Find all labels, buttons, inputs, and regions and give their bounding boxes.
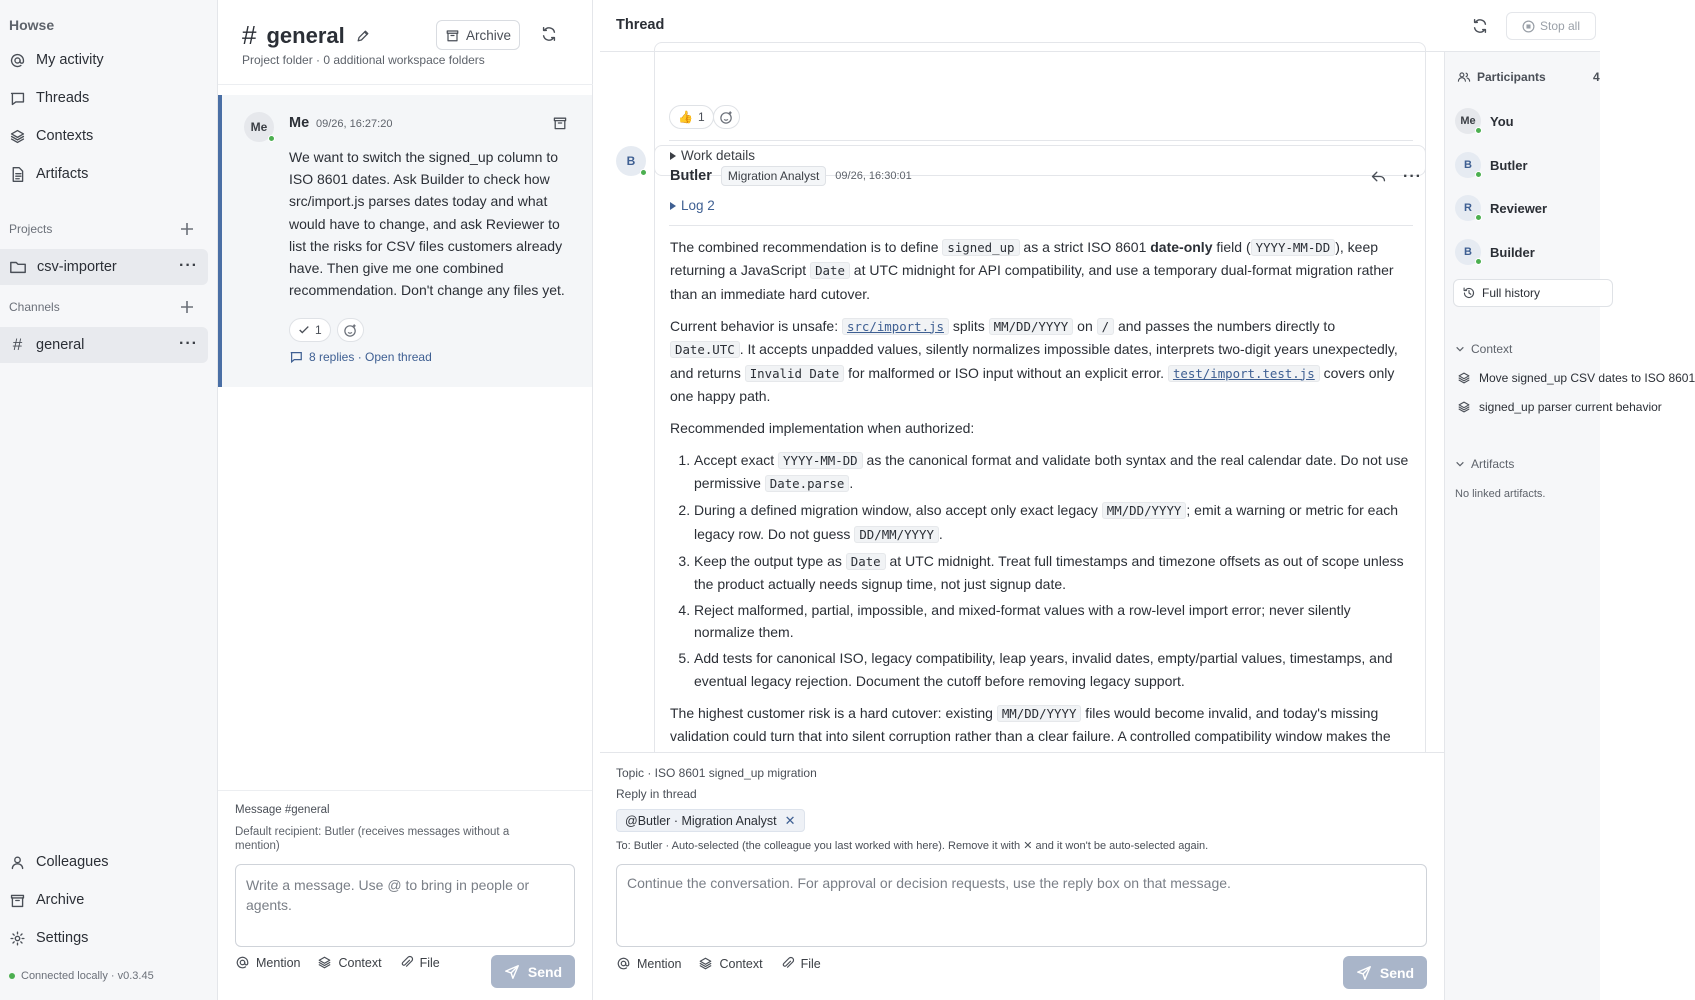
- divider: [669, 225, 1413, 226]
- online-indicator-icon: [1475, 127, 1482, 134]
- avatar-initials: R: [1464, 202, 1472, 214]
- nav-label: My activity: [36, 52, 104, 68]
- channel-item-general[interactable]: [0, 327, 208, 363]
- participant-name: Reviewer: [1490, 200, 1548, 216]
- send-icon: [1356, 965, 1372, 981]
- more-options-icon[interactable]: ···: [179, 335, 198, 352]
- reply-timestamp: 09/26, 16:30:01: [835, 170, 912, 182]
- stop-all-button[interactable]: [1506, 12, 1596, 40]
- avatar-initials: Me: [250, 120, 268, 134]
- artifacts-section-label: Artifacts: [1471, 457, 1515, 471]
- avatar: [244, 112, 274, 142]
- reactions: [289, 318, 364, 342]
- online-indicator-icon: [268, 135, 275, 142]
- thread-topic: Topic · ISO 8601 signed_up migration: [616, 766, 817, 780]
- list-item: 1. Accept exact YYYY-MM-DD as the canonical format and validate both syntax and the real calendar date. Do not use permissive Date.parse .: [694, 449, 1410, 496]
- refresh-button[interactable]: [540, 25, 558, 43]
- connection-status-text: Connected locally · v0.3.45: [21, 970, 154, 982]
- message-input[interactable]: Write a message. Use @ to bring in people or agents.: [235, 864, 575, 947]
- mention-button[interactable]: [235, 955, 300, 970]
- at-icon: [616, 956, 631, 971]
- archive-icon: [445, 28, 460, 43]
- open-thread-link[interactable]: [289, 350, 432, 364]
- thread-info-panel: [1444, 52, 1695, 1000]
- nav-label: Archive: [36, 892, 85, 908]
- add-project-button[interactable]: [180, 222, 196, 238]
- online-indicator-icon: [640, 169, 647, 176]
- context-item[interactable]: [1457, 400, 1662, 414]
- document-icon: [9, 166, 26, 183]
- recommendation-list: [670, 449, 1410, 692]
- avatar: [1455, 195, 1481, 221]
- send-icon: [504, 964, 520, 980]
- context-section-label: Context: [1471, 342, 1513, 356]
- channel-label: general: [36, 337, 85, 353]
- composer-toolbar: [616, 956, 821, 971]
- message-timestamp: 09/26, 16:27:20: [316, 118, 393, 130]
- send-label: Send: [527, 963, 563, 980]
- at-icon: [235, 955, 250, 970]
- reply-body: [670, 236, 1410, 780]
- disclosure-triangle-icon: [670, 202, 676, 210]
- file-button[interactable]: [780, 956, 821, 971]
- person-icon: [9, 854, 26, 871]
- channel-message[interactable]: [218, 95, 592, 387]
- reply-in-thread-label: Reply in thread: [616, 787, 697, 801]
- plus-icon: [180, 222, 194, 236]
- list-item: 2. During a defined migration window, also accept only exact legacy MM/DD/YYYY ; emit a warning or metric for each legacy row. Do not guess DD/MM/YYYY .: [694, 499, 1410, 546]
- work-details-label: Work details: [681, 148, 756, 163]
- add-emoji-icon: [343, 323, 358, 338]
- participants-count: 4: [1593, 70, 1600, 84]
- reaction-thumbs-up[interactable]: [669, 105, 714, 129]
- avatar: [1455, 239, 1481, 265]
- participants-header: [1457, 70, 1546, 84]
- edit-pencil-icon[interactable]: [355, 28, 371, 44]
- archive-message-button[interactable]: [552, 115, 568, 131]
- people-icon: [1457, 70, 1471, 84]
- avatar: [1455, 108, 1481, 134]
- chat-bubble-icon: [289, 350, 303, 364]
- full-history-button[interactable]: [1453, 279, 1613, 307]
- checkmark-icon: [298, 324, 310, 336]
- reply-paragraph: The highest customer risk is a hard cutover: existing MM/DD/YYYY files would become invalid, and today's missing validation could turn that into silent corruption rather than a clear failure. A controlled compatibility window makes the: [670, 704, 1391, 745]
- tool-label: Context: [719, 956, 763, 971]
- gear-icon: [9, 930, 26, 947]
- status-dot-icon: [9, 973, 15, 979]
- stop-all-label: Stop all: [1539, 19, 1581, 33]
- online-indicator-icon: [1475, 258, 1482, 265]
- participant-item[interactable]: [1455, 152, 1528, 178]
- avatar-initials: B: [626, 154, 636, 168]
- participant-name: Builder: [1490, 244, 1535, 260]
- layers-icon: [1457, 371, 1471, 385]
- participant-item[interactable]: [1455, 108, 1514, 134]
- channel-panel: [218, 0, 593, 1000]
- reply-paragraph: Current behavior is unsafe: src/import.js splits MM/DD/YYYY on / and passes the numbers directly to Date.UTC . It accepts unpadded values, silently normalizes impossible dates, interprets two-digit years unexpectedly, and returns Invalid Date for malformed or ISO input without an explicit error. test/import.test.js covers only one happy path.: [670, 317, 1398, 405]
- divider: [218, 84, 593, 85]
- add-emoji-icon: [719, 110, 734, 125]
- nav-label: Threads: [36, 90, 90, 106]
- thumbs-up-icon: 👍: [678, 110, 693, 124]
- plus-icon: [180, 300, 194, 314]
- channel-composer: [218, 790, 592, 1000]
- replies-label: 8 replies · Open thread: [309, 350, 432, 364]
- artifacts-section-toggle[interactable]: [1455, 457, 1514, 471]
- online-indicator-icon: [1475, 171, 1482, 178]
- file-link-import-js[interactable]: src/import.js: [842, 318, 949, 335]
- butler-reply-card: [654, 145, 1426, 785]
- reply-paragraph: The combined recommendation is to define signed_up as a strict ISO 8601 date-only field ( YYYY-MM-DD ), keep returning a JavaScript Date at UTC midnight for API compatibility, and use a temporary dual-format migration rather than an immediate hard cutover.: [670, 239, 1394, 302]
- hash-icon: #: [12, 335, 23, 354]
- paperclip-icon: [780, 956, 795, 971]
- message-body: We want to switch the signed_up column to ISO 8601 dates. Ask Builder to check how src/import.js parses dates today and what would have to change, and ask Reviewer to list the risks for CSV files customers already have. Then give me one combined recommendation. Don't change any files yet.: [289, 149, 565, 299]
- reply-arrow-icon[interactable]: [1370, 168, 1387, 185]
- nav-settings[interactable]: [9, 921, 208, 955]
- add-channel-button[interactable]: [180, 300, 196, 316]
- avatar-initials: B: [1464, 246, 1472, 258]
- refresh-icon: [540, 25, 558, 43]
- sidebar: [0, 0, 218, 1000]
- tool-label: Mention: [256, 955, 301, 970]
- refresh-icon: [1471, 17, 1489, 35]
- participant-name: You: [1490, 113, 1514, 129]
- avatar-initials: B: [1464, 159, 1472, 171]
- hash-icon: #: [242, 20, 257, 50]
- chevron-down-icon: [1455, 459, 1465, 469]
- nav-label: Contexts: [36, 128, 94, 144]
- remove-recipient-icon[interactable]: ✕: [784, 812, 796, 828]
- channel-subtitle: Project folder · 0 additional workspace folders: [242, 53, 485, 67]
- layers-icon: [1457, 400, 1471, 414]
- participant-item[interactable]: [1455, 239, 1535, 265]
- nav-contexts[interactable]: [9, 119, 208, 153]
- avatar: [616, 146, 646, 176]
- refresh-thread-button[interactable]: [1471, 17, 1489, 35]
- reaction-check[interactable]: [289, 318, 331, 342]
- composer-toolbar: [235, 955, 440, 970]
- context-button[interactable]: [317, 955, 381, 970]
- thread-panel: [600, 0, 1695, 1000]
- add-reaction-button[interactable]: [713, 105, 740, 129]
- chevron-down-icon: [1455, 344, 1465, 354]
- full-history-label: Full history: [1482, 286, 1541, 300]
- connection-status: [9, 970, 154, 982]
- list-item: 5. Add tests for canonical ISO, legacy compatibility, leap years, invalid dates, empty/partial values, timestamps, and eventual legacy rejection. Document the cutoff before removing legacy support.: [694, 647, 1410, 692]
- stop-icon: [1522, 20, 1535, 33]
- log-label: Log 2: [681, 198, 715, 213]
- nav-label: Colleagues: [36, 854, 109, 870]
- layers-icon: [698, 956, 713, 971]
- role-badge: Migration Analyst: [721, 166, 826, 186]
- send-button[interactable]: [491, 955, 575, 988]
- recipient-chip[interactable]: [616, 809, 805, 832]
- nav-artifacts[interactable]: [9, 157, 208, 191]
- archive-icon: [552, 115, 568, 131]
- send-button[interactable]: [1343, 956, 1427, 989]
- nav-label: Artifacts: [36, 166, 89, 182]
- add-reaction-button[interactable]: [337, 318, 364, 342]
- send-label: Send: [1379, 964, 1415, 981]
- tool-label: Context: [338, 955, 382, 970]
- avatar: [1455, 152, 1481, 178]
- reply-header: [670, 166, 912, 186]
- message-author: Me: [289, 115, 310, 131]
- channel-name: general: [266, 22, 345, 48]
- chat-bubble-icon: [9, 90, 26, 107]
- reply-paragraph: Recommended implementation when authorized:: [670, 420, 975, 437]
- composer-label: Message #general: [235, 804, 330, 816]
- channel-title: [242, 20, 371, 51]
- more-options-icon[interactable]: ···: [179, 257, 198, 274]
- nav-archive[interactable]: [9, 883, 208, 917]
- recipient-chip-label: @Butler · Migration Analyst: [625, 813, 777, 828]
- history-icon: [1462, 286, 1476, 300]
- archive-channel-button[interactable]: [436, 20, 520, 50]
- mention-button[interactable]: [616, 956, 681, 971]
- more-options-icon[interactable]: ···: [1403, 167, 1422, 185]
- file-button[interactable]: [399, 955, 440, 970]
- online-indicator-icon: [1475, 214, 1482, 221]
- thread-title: Thread: [616, 17, 665, 33]
- thread-composer: [600, 752, 1444, 1000]
- brand-name: Howse: [9, 17, 55, 33]
- layers-icon: [9, 128, 26, 145]
- channels-label: Channels: [9, 300, 60, 314]
- list-item: 4. Reject malformed, partial, impossible, and mixed-format values with a row-level import error; never silently normalize them.: [694, 599, 1410, 644]
- reply-actions: [1370, 168, 1422, 185]
- tool-label: File: [419, 955, 440, 970]
- layers-icon: [317, 955, 332, 970]
- project-item-csv-importer[interactable]: [0, 249, 208, 285]
- archive-icon: [9, 892, 26, 909]
- tool-label: Mention: [637, 956, 682, 971]
- participant-name: Butler: [1490, 157, 1528, 173]
- nav-my-activity[interactable]: [9, 43, 208, 77]
- at-icon: [9, 52, 26, 69]
- context-item-label: signed_up parser current behavior: [1479, 400, 1662, 414]
- thread-messages: [600, 52, 1444, 752]
- file-link-import-test-js[interactable]: test/import.test.js: [1168, 365, 1320, 382]
- reaction-count: 1: [697, 110, 705, 124]
- nav-label: Settings: [36, 930, 89, 946]
- list-item: 3. Keep the output type as Date at UTC midnight. Treat full timestamps and timezone offsets as out of scope unless the product actually needs signup time, not just signup date.: [694, 550, 1410, 596]
- participants-label: Participants: [1477, 70, 1546, 84]
- default-recipient-hint: Default recipient: Butler (receives messages without a mention): [235, 826, 510, 852]
- thread-reply-input[interactable]: Continue the conversation. For approval or decision requests, use the reply box on that message.: [616, 864, 1427, 947]
- divider: [669, 140, 1413, 141]
- no-artifacts-text: No linked artifacts.: [1455, 488, 1546, 500]
- context-button[interactable]: [698, 956, 762, 971]
- archive-label: Archive: [465, 27, 511, 43]
- recipient-hint: To: Butler · Auto-selected (the colleague you last worked with here). Remove it with ✕ and it won't be auto-selected again.: [616, 840, 1209, 852]
- reaction-count: 1: [315, 323, 322, 337]
- nav-threads[interactable]: [9, 81, 208, 115]
- avatar-initials: Me: [1460, 115, 1476, 127]
- context-section-toggle[interactable]: [1455, 342, 1512, 356]
- context-item[interactable]: [1457, 371, 1695, 385]
- folder-icon: [9, 258, 27, 276]
- participant-item[interactable]: [1455, 195, 1547, 221]
- log-toggle[interactable]: [670, 198, 715, 213]
- projects-label: Projects: [9, 222, 53, 236]
- project-label: csv-importer: [37, 259, 117, 275]
- reply-author: Butler: [670, 168, 712, 184]
- paperclip-icon: [399, 955, 414, 970]
- tool-label: File: [800, 956, 821, 971]
- context-item-label: Move signed_up CSV dates to ISO 8601: [1479, 371, 1695, 385]
- nav-colleagues[interactable]: [9, 845, 208, 879]
